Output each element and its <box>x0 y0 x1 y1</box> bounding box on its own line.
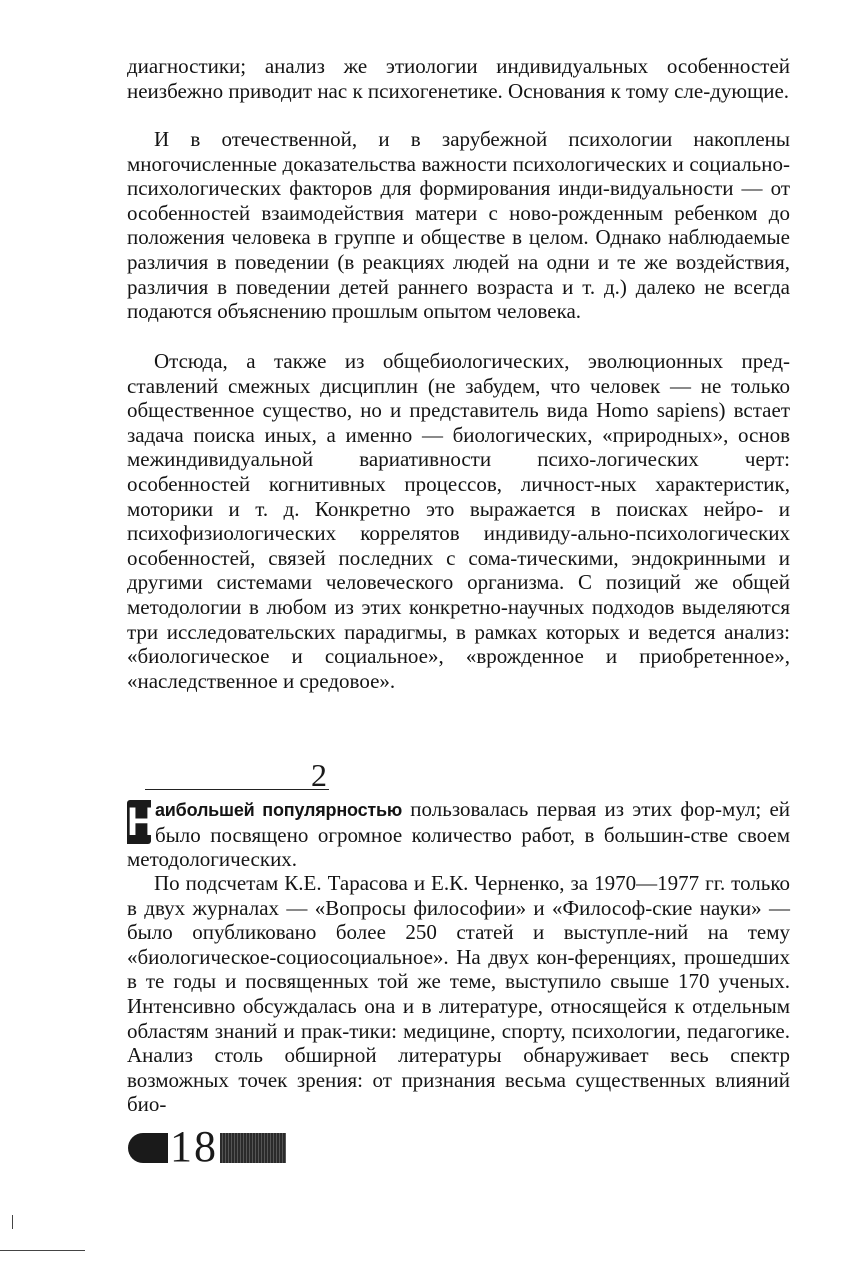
lead-in-bold: аибольшей популярностью <box>155 800 403 820</box>
page-number: 18 <box>170 1122 218 1171</box>
scan-artifact-tick <box>12 1215 13 1229</box>
paragraph-2 <box>127 349 790 693</box>
paragraph-3 <box>127 797 790 872</box>
paragraph-1 <box>127 127 790 324</box>
paragraph-1-text: И в отечественной, и в зарубежной психологии накоплены многочисленные доказательства важности психологических и социально-психологических факторов для формирования инди-видуальности — от особенностей взаимодействия матери с ново-рожденным ребенком до положения человека в группе и обществе в целом. Однако наблюдаемые различия в поведении (в реакциях людей на одни и те же воздействия, различия в поведении детей раннего возраста и т. д.) далеко не всегда подаются объяснению прошлым опытом человека. <box>127 127 790 324</box>
page-number-bar-left <box>128 1133 168 1163</box>
paragraph-3-text <box>127 797 790 872</box>
paragraph-3-rest: пользовалась первая из этих фор-мул; ей было посвящено огромное количество работ, в большин-стве своем методологических. <box>127 797 791 872</box>
section-rule <box>145 789 329 790</box>
page-number-bar-right <box>220 1133 286 1163</box>
paragraph-intro-text: диагностики; анализ же этиологии индивидуальных особенностей неизбежно приводит нас к психогенетике. Основания к тому сле-дующие. <box>127 54 790 103</box>
paragraph-4 <box>127 871 790 1117</box>
paragraph-2-text: Отсюда, а также из общебиологических, эволюционных пред-ставлений смежных дисциплин (не забудем, что человек — не только общественное существо, но и представитель вида Homo sapiens) встает задача поиска иных, а именно — биологических, «природных», основ межиндивидуальной вариативности психо-логических черт: особенностей когнитивных процессов, личност-ных характеристик, моторики и т. д. Конкретно это выражается в поисках нейро- и психофизиологических коррелятов индивиду-ально-психологических особенностей, связей последних с сома-тическими, эндокринными и другими системами человеческого организма. С позиций же общей методологии в любом из этих конкретно-научных подходов выделяются три исследовательских парадигмы, в рамках которых и ведется анализ: «биологическое и социальное», «врожденное и приобретенное», «наследственное и средовое». <box>127 349 790 693</box>
drop-cap: Н <box>127 800 156 844</box>
section-heading <box>145 752 335 792</box>
section-number: 2 <box>311 757 327 793</box>
scan-artifact-line <box>0 1250 85 1251</box>
paragraph-intro <box>127 54 790 103</box>
paragraph-4-text: По подсчетам К.Е. Тарасова и Е.К. Черненко, за 1970—1977 гг. только в двух журналах — «Вопросы философии» и «Философ-ские науки» — было опубликовано более 250 статей и выступле-ний на тему «биологическое-социосоциальное». На двух кон-ференциях, прошедших в те годы и посвященных той же теме, выступило свыше 170 ученых. Интенсивно обсуждалась она и в литературе, относящейся к отдельным областям знаний и прак-тики: медицине, спорту, психологии, педагогике. Анализ столь обширной литературы обнаруживает весь спектр возможных точек зрения: от признания весьма существенных влияний био- <box>127 871 790 1117</box>
page-number-badge <box>128 1122 286 1171</box>
